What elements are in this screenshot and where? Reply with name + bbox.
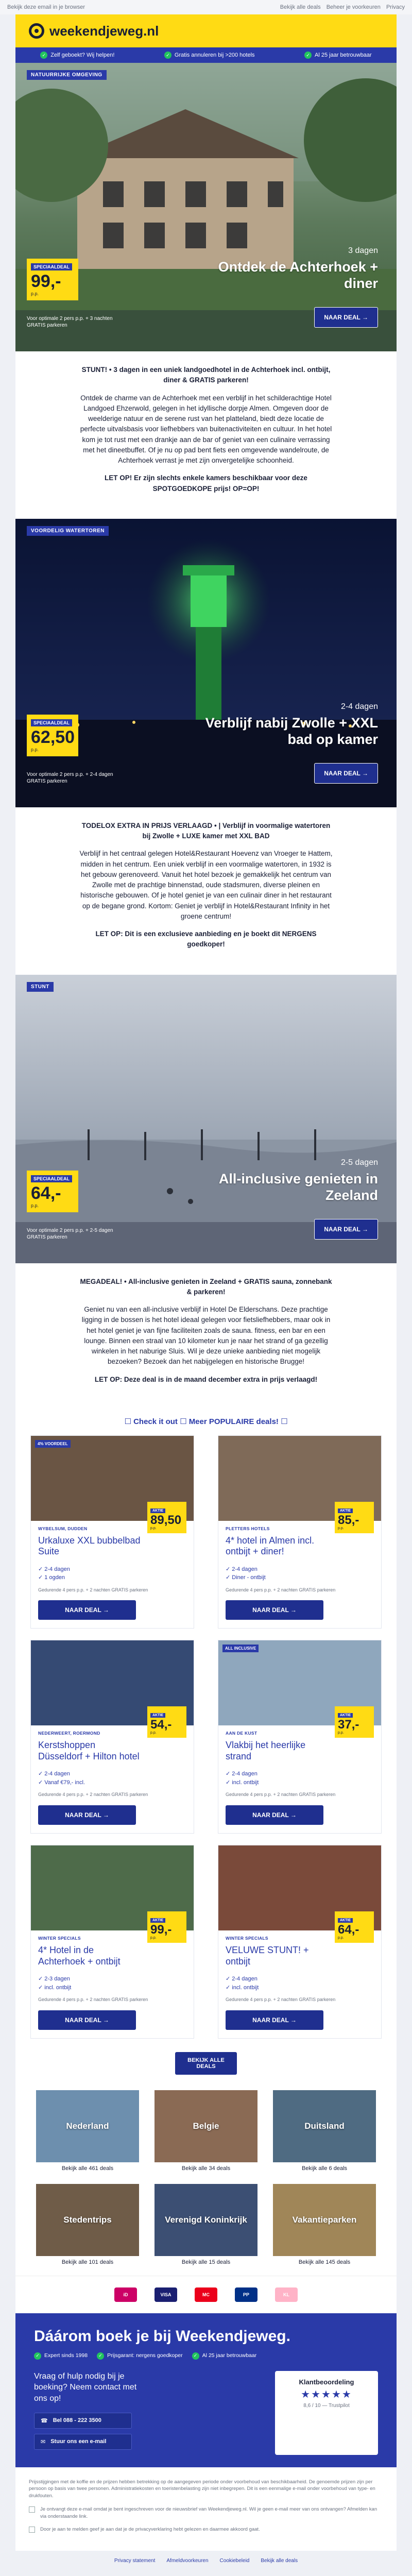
price-amount: 89,50 xyxy=(150,1513,182,1527)
deal-card-note: Gedurende 4 pers p.p. + 2 nachten GRATIS parkeren xyxy=(38,1587,148,1592)
hero-price-badge xyxy=(27,259,78,300)
region-link[interactable]: Bekijk alle 101 deals xyxy=(61,2259,114,2265)
deal-card-note: Gedurende 4 pers p.p. + 2 nachten GRATIS parkeren xyxy=(38,1997,148,2003)
phone-label: Bel 088 - 222 3500 xyxy=(53,2417,101,2424)
price-amount: 99,- xyxy=(150,1923,172,1937)
review-title: Klantbeoordeling xyxy=(299,2378,354,2386)
phone-icon: ☎ xyxy=(41,2417,48,2424)
hero-deal[interactable] xyxy=(15,975,397,1263)
check-icon: ✓ xyxy=(304,52,312,59)
deal-card-price xyxy=(147,1502,186,1533)
footer-usps xyxy=(34,2352,378,2360)
deal-card-body xyxy=(31,1521,194,1629)
check-icon: ✓ xyxy=(164,52,171,59)
date-item: 2-4 dagen xyxy=(232,1976,258,1982)
deal-card-body xyxy=(31,1725,194,1833)
date-item: 2-4 dagen xyxy=(44,1566,70,1572)
deal-card-location: PLETTERS HOTELS xyxy=(226,1526,270,1531)
payment-logo-icon: MC xyxy=(195,2287,217,2302)
mail-icon: ✉ xyxy=(41,2438,46,2445)
hero-price-badge xyxy=(27,1171,78,1212)
region-name: Verenigd Koninkrijk xyxy=(165,2214,247,2225)
payment-logo-icon: PP xyxy=(235,2287,258,2302)
region-tile[interactable] xyxy=(154,2184,258,2270)
usp-item xyxy=(164,52,255,59)
hero-tag: STUNT xyxy=(27,982,54,992)
email-label: Stuur ons een e-mail xyxy=(50,2438,107,2445)
deal-card[interactable] xyxy=(218,1435,382,1629)
hero-price-badge xyxy=(27,715,78,756)
usp-label: Gratis annuleren bij >200 hotels xyxy=(174,52,255,58)
deal-card-price xyxy=(335,1911,374,1943)
region-link[interactable]: Bekijk alle 6 deals xyxy=(301,2165,348,2172)
region-name: Duitsland xyxy=(304,2121,345,2131)
payment-methods xyxy=(15,2276,397,2313)
region-tile[interactable] xyxy=(36,2184,139,2270)
price-label: AKTIE xyxy=(150,1509,165,1513)
hero-nights: 2-4 dagen xyxy=(340,702,378,711)
payment-logo-icon: VISA xyxy=(154,2287,177,2302)
date-item: incl. ontbijt xyxy=(232,1984,259,1991)
date-item: 2-3 dagen xyxy=(44,1976,70,1982)
footer-usp-label: Prijsgarant: nergens goedkoper xyxy=(107,2352,183,2359)
deal-card-location: WINTER SPECIALS xyxy=(226,1936,268,1941)
preheader-link[interactable]: Beheer je voorkeuren xyxy=(326,4,381,10)
phone-button[interactable] xyxy=(34,2413,132,2429)
hero-description xyxy=(15,351,397,519)
price-sub: p.p. xyxy=(338,1731,344,1735)
preheader xyxy=(0,0,412,14)
price-sub: p.p. xyxy=(150,1526,157,1530)
region-image xyxy=(154,2090,258,2162)
usp-label: Zelf geboekt? Wij helpen! xyxy=(50,52,115,58)
deal-card-tag: ALL INCLUSIVE xyxy=(222,1645,259,1652)
hero-tag: NATUURRIJKE OMGEVING xyxy=(27,70,107,80)
bottom-link[interactable]: Afmeldvoorkeuren xyxy=(166,2558,209,2564)
email-button[interactable] xyxy=(34,2434,132,2450)
footer-slogan: Dáárom boek je bij Weekendjeweg. xyxy=(34,2327,290,2345)
deal-card-body xyxy=(31,1930,194,2038)
preheader-link[interactable]: Privacy xyxy=(386,4,405,10)
deal-card-title[interactable]: VELUWE STUNT! + ontbijt xyxy=(226,1945,309,1967)
hero-deal[interactable] xyxy=(15,519,397,807)
deal-card[interactable] xyxy=(30,1845,194,2039)
hero-nights: 3 dagen xyxy=(348,246,378,255)
footer xyxy=(15,2313,397,2467)
footer-usp-label: Expert sinds 1998 xyxy=(44,2352,88,2359)
deal-card-note: Gedurende 4 pers p.p. + 2 nachten GRATIS parkeren xyxy=(226,1587,336,1592)
region-tile[interactable] xyxy=(36,2090,139,2177)
date-item: Vanaf €79,- incl. xyxy=(44,1779,85,1786)
price-amount: 37,- xyxy=(338,1718,359,1732)
deal-card[interactable] xyxy=(218,1640,382,1834)
deal-card-location: AAN DE KUST xyxy=(226,1731,258,1736)
deal-card-location: WYBELSUM, DUDDEN xyxy=(38,1526,88,1531)
hero-small: Voor optimale 2 pers p.p. + 2-5 dagen GRATIS parkeren xyxy=(27,1227,113,1240)
header xyxy=(15,14,397,47)
price-label: AKTIE xyxy=(150,1918,165,1923)
deal-card-body xyxy=(218,1725,381,1833)
region-link[interactable]: Bekijk alle 15 deals xyxy=(181,2259,231,2265)
bottom-links xyxy=(0,2551,412,2574)
date-item: 2-4 dagen xyxy=(232,1566,258,1572)
deal-card-price xyxy=(147,1911,186,1943)
price-label: AKTIE xyxy=(338,1713,353,1718)
deal-card-price xyxy=(335,1706,374,1738)
email-body xyxy=(15,14,397,2574)
hero-deal-button[interactable]: NAAR DEAL → xyxy=(314,1219,378,1240)
deal-card-title[interactable]: Vlakbij het heerlijke strand xyxy=(226,1740,306,1762)
deal-card-price xyxy=(335,1502,374,1533)
deal-card-price xyxy=(147,1706,186,1738)
price-amount: 54,- xyxy=(150,1718,172,1732)
checkbox-icon xyxy=(29,2506,35,2513)
payment-logo-icon: iD xyxy=(114,2287,137,2302)
hero-nights: 2-5 dagen xyxy=(340,1158,378,1167)
region-link[interactable]: Bekijk alle 461 deals xyxy=(61,2165,114,2172)
region-grid xyxy=(15,2090,397,2270)
usp-label: Al 25 jaar betrouwbaar xyxy=(315,52,372,58)
hero-deal-button[interactable]: NAAR DEAL → xyxy=(314,307,378,328)
preheader-browser-link[interactable]: Bekijk deze email in je browser xyxy=(7,4,85,10)
checkbox-icon xyxy=(29,2527,35,2533)
region-image xyxy=(273,2090,376,2162)
region-name: Belgie xyxy=(193,2121,219,2131)
deal-card-grid xyxy=(15,1435,397,2039)
deal-card-title[interactable]: 4* Hotel in de Achterhoek + ontbijt xyxy=(38,1945,121,1967)
region-tile[interactable] xyxy=(273,2090,376,2177)
region-image xyxy=(36,2184,139,2256)
hero-note: LET OP! Er zijn slechts enkele kamers beschikbaar voor deze SPOTGOEDKOPE prijs! OP=OP! xyxy=(105,474,307,493)
fine-paragraph: Door je aan te melden geef je aan dat je de privacyverklaring hebt gelezen en daarmee akkoord gaat. xyxy=(40,2527,260,2533)
price-sub: p.p. xyxy=(338,1936,344,1940)
price-amount: 99,- xyxy=(31,272,61,291)
deal-card[interactable] xyxy=(30,1435,194,1629)
hero-note: LET OP: Deze deal is in de maand december extra in prijs verlaagd! xyxy=(94,1375,318,1383)
check-icon: ✓ xyxy=(192,2352,199,2360)
hero-small: Voor optimale 2 pers p.p. + 3 nachten GRATIS parkeren xyxy=(27,316,113,328)
deal-card-button[interactable]: NAAR DEAL → xyxy=(226,1600,323,1620)
deal-card-dates: ✓ 2-4 dagen ✓ Vanaf €79,- incl. xyxy=(38,1771,85,1786)
price-sub: p.p. xyxy=(150,1936,157,1940)
star-rating-icon: ★★★★★ xyxy=(301,2388,352,2400)
region-image xyxy=(273,2184,376,2256)
hero-small: Voor optimale 2 pers p.p. + 2-4 dagen GRATIS parkeren xyxy=(27,771,113,784)
price-sub: p.p. xyxy=(31,291,39,296)
price-label: AKTIE xyxy=(338,1918,353,1923)
hero-headline: MEGADEAL! • All-inclusive genieten in Zeeland + GRATIS sauna, zonnebank & parkeren! xyxy=(80,1277,332,1296)
region-tile[interactable] xyxy=(273,2184,376,2270)
deal-card-location: WINTER SPECIALS xyxy=(38,1936,81,1941)
deal-card-body xyxy=(218,1521,381,1629)
hero-title: Ontdek de Achterhoek + diner xyxy=(218,259,378,292)
date-item: Diner - ontbijt xyxy=(232,1574,266,1581)
bottom-link[interactable]: Bekijk alle deals xyxy=(261,2558,298,2564)
hero-headline: STUNT! • 3 dagen in een uniek landgoedhotel in de Achterhoek incl. ontbijt, diner & GRATIS parkeren! xyxy=(81,366,331,384)
hero-description xyxy=(15,807,397,975)
deal-card-title[interactable]: 4* hotel in Almen incl. ontbijt + diner! xyxy=(226,1535,315,1557)
hero-deal[interactable] xyxy=(15,63,397,351)
deal-card-dates: ✓ 2-4 dagen ✓ incl. ontbijt xyxy=(226,1771,259,1786)
region-link[interactable]: Bekijk alle 145 deals xyxy=(298,2259,351,2265)
check-icon: ✓ xyxy=(40,52,47,59)
price-label: SPECIAALDEAL xyxy=(31,719,72,726)
footer-usp xyxy=(34,2352,88,2360)
date-item: 1 ogden xyxy=(44,1574,65,1581)
deal-card-body xyxy=(218,1930,381,2038)
deal-card-dates: ✓ 2-4 dagen ✓ Diner - ontbijt xyxy=(226,1566,266,1581)
fine-paragraph: Je ontvangt deze e-mail omdat je bent ingeschreven voor de nieuwsbrief van Weekendjeweg.nl. Wil je geen e-mail meer van ons ontvangen? Afmelden kan via onderstaande link. xyxy=(40,2506,377,2519)
date-item: 2-4 dagen xyxy=(232,1771,258,1777)
payment-logo-icon: KL xyxy=(275,2287,298,2302)
deal-card-note: Gedurende 4 pers p.p. + 2 nachten GRATIS parkeren xyxy=(226,1997,336,2003)
deal-card-location: NEDERWEERT, ROERMOND xyxy=(38,1731,100,1736)
price-amount: 64,- xyxy=(31,1183,61,1203)
hero-title: Verblijf nabij Zwolle + XXL bad op kamer xyxy=(205,715,378,748)
price-amount: 64,- xyxy=(338,1923,359,1937)
price-label: SPECIAALDEAL xyxy=(31,1175,72,1182)
logo[interactable] xyxy=(29,23,159,39)
fine-print xyxy=(15,2467,397,2551)
popular-heading: ☐ Check it out ☐ Meer POPULAIRE deals! ☐ xyxy=(124,1417,288,1426)
deal-card[interactable] xyxy=(30,1640,194,1834)
contact-question: Vraag of hulp nodig bij je boeking? Neem contact met ons op! xyxy=(34,2371,137,2403)
deal-card-note: Gedurende 4 pers p.p. + 2 nachten GRATIS parkeren xyxy=(226,1792,336,1798)
deal-card-dates: ✓ 2-3 dagen ✓ incl. ontbijt xyxy=(38,1976,72,1991)
review-widget[interactable] xyxy=(275,2371,378,2455)
hero-paragraph: Ontdek de charme van de Achterhoek met een verblijf in het schilderachtige Hotel Landgoed Ehzerwold, gelegen in het idyllische dorpje Almen. Omgeven door de weelderige natuur en de serene rust van het platteland, biedt deze locatie de perfecte uitvalsbasis voor liefhebbers van buitenactiviteiten en cultuur. In het hotel kom je tot rust met een drankje aan de bar of geniet van een culinaire verrassing met het dineetbuffet. Of je nu op pad bent fiets een omgevende wandelroute, de Achterhoek verrast je met zijn onvergetelijke schoonheid. xyxy=(80,394,332,464)
check-icon: ✓ xyxy=(97,2352,104,2360)
price-sub: p.p. xyxy=(31,1202,39,1208)
deal-card-button[interactable]: NAAR DEAL → xyxy=(38,2010,136,2030)
deal-card-dates: ✓ 2-4 dagen ✓ 1 ogden xyxy=(38,1566,70,1581)
hero-description xyxy=(15,1263,397,1410)
fine-paragraph: Prijsstijgingen met de koffie en de prijzen hebben betrekking op de aangegeven periode onder voorbehoud van beschikbaarheid. De genoemde prijzen zijn per persoon op basis van twee personen. Administratiekosten en toeristenbelasting zijn niet inbegrepen. Dit is een eenmalige e-mail onder voorbehoud van type- en drukfouten. xyxy=(29,2479,375,2499)
price-sub: p.p. xyxy=(150,1731,157,1735)
hero-paragraph: Verblijf in het centraal gelegen Hotel&Restaurant Hoevenz van Vroeger te Hattem, midden in het centrum. Een uniek verblijf in een voormalige watertoren, in 1932 is het gebouw gerenoveerd. Vanuit het hotel bezoek je gemakkelijk het centrum van Zwolle met de prachtige binnenstad, oude stadsmuren, diverse pleinen en historische gebouwen. Of je hotel geniet je van een culinair diner in het restaurant op de begane grond. Kortom: Geniet je verblijf in Hotel&Restaurant Infinity in het groene centrum! xyxy=(79,850,333,920)
price-amount: 62,50 xyxy=(31,727,75,747)
usp-bar xyxy=(15,47,397,63)
deal-card-tag: 4% VOORDEEL xyxy=(35,1440,71,1448)
footer-usp xyxy=(192,2352,257,2360)
hero-title: All-inclusive genieten in Zeeland xyxy=(218,1171,378,1203)
hero-note: LET OP: Dit is een exclusieve aanbieding en je boekt dit NERGENS goedkoper! xyxy=(95,930,317,948)
hero-paragraph: Geniet nu van een all-inclusive verblijf in Hotel De Elderschans. Deze prachtige ligging in de bossen is het hotel ideaal gelegen voor fietsliefhebbers, maar ook in het hotel geniet je van fijne faciliteiten zoals de sauna. fitness, een bar en een lounge. Binnen een straal van 10 kilometer kun je naar het strand of ga gezellig winkelen in het naburige Sluis. Wil je deze unieke aanbieding niet mogelijk bezoeken? Bezoek dan het nabijgelegen en historische Brugge! xyxy=(81,1306,331,1366)
price-label: SPECIAALDEAL xyxy=(31,263,72,270)
fine-row xyxy=(29,2526,383,2533)
date-item: incl. ontbijt xyxy=(232,1779,259,1786)
deal-card-dates: ✓ 2-4 dagen ✓ incl. ontbijt xyxy=(226,1976,259,1991)
logo-text: weekendjeweg.nl xyxy=(49,23,159,39)
hero-headline: TODELOX EXTRA IN PRIJS VERLAAGD • | Verblijf in voormalige watertoren bij Zwolle + LUXE kamer met XXL BAD xyxy=(81,821,331,840)
region-name: Stedentrips xyxy=(63,2214,112,2225)
price-label: AKTIE xyxy=(150,1713,165,1718)
region-image xyxy=(154,2184,258,2256)
region-tile[interactable] xyxy=(154,2090,258,2177)
review-score: 8,6 / 10 — Trustpilot xyxy=(303,2402,350,2409)
deal-card-button[interactable]: NAAR DEAL → xyxy=(38,1805,136,1825)
deal-card-title[interactable]: Urkaluxe XXL bubbelbad Suite xyxy=(38,1535,141,1557)
fine-row xyxy=(29,2506,383,2520)
deal-card[interactable] xyxy=(218,1845,382,2039)
deal-card-title[interactable]: Kerstshoppen Düsseldorf + Hilton hotel xyxy=(38,1740,140,1762)
usp-item xyxy=(304,52,372,59)
region-link[interactable]: Bekijk alle 34 deals xyxy=(181,2165,231,2172)
deal-card-note: Gedurende 4 pers p.p. + 2 nachten GRATIS parkeren xyxy=(38,1792,148,1798)
deal-card-button[interactable]: NAAR DEAL → xyxy=(226,1805,323,1825)
deal-card-button[interactable]: NAAR DEAL → xyxy=(38,1600,136,1620)
price-label: AKTIE xyxy=(338,1509,353,1513)
usp-item xyxy=(40,52,114,59)
price-sub: p.p. xyxy=(338,1526,344,1530)
footer-usp xyxy=(97,2352,183,2360)
logo-mark-icon xyxy=(29,23,44,39)
deal-card-button[interactable]: NAAR DEAL → xyxy=(226,2010,323,2030)
hero-deal-button[interactable]: NAAR DEAL → xyxy=(314,763,378,784)
region-name: Vakantieparken xyxy=(292,2214,357,2225)
bottom-link[interactable]: Cookiebeleid xyxy=(219,2558,250,2564)
hero-tag: VOORDELIG WATERTOREN xyxy=(27,526,109,536)
price-amount: 85,- xyxy=(338,1513,359,1527)
date-item: incl. ontbijt xyxy=(44,1984,72,1991)
preheader-link[interactable]: Bekijk alle deals xyxy=(280,4,321,10)
price-sub: p.p. xyxy=(31,747,39,752)
check-icon: ✓ xyxy=(34,2352,41,2360)
date-item: 2-4 dagen xyxy=(44,1771,70,1777)
region-image xyxy=(36,2090,139,2162)
all-deals-button[interactable]: BEKIJK ALLE DEALS xyxy=(175,2052,237,2075)
bottom-link[interactable]: Privacy statement xyxy=(114,2558,156,2564)
footer-usp-label: Al 25 jaar betrouwbaar xyxy=(202,2352,257,2359)
region-name: Nederland xyxy=(66,2121,109,2131)
